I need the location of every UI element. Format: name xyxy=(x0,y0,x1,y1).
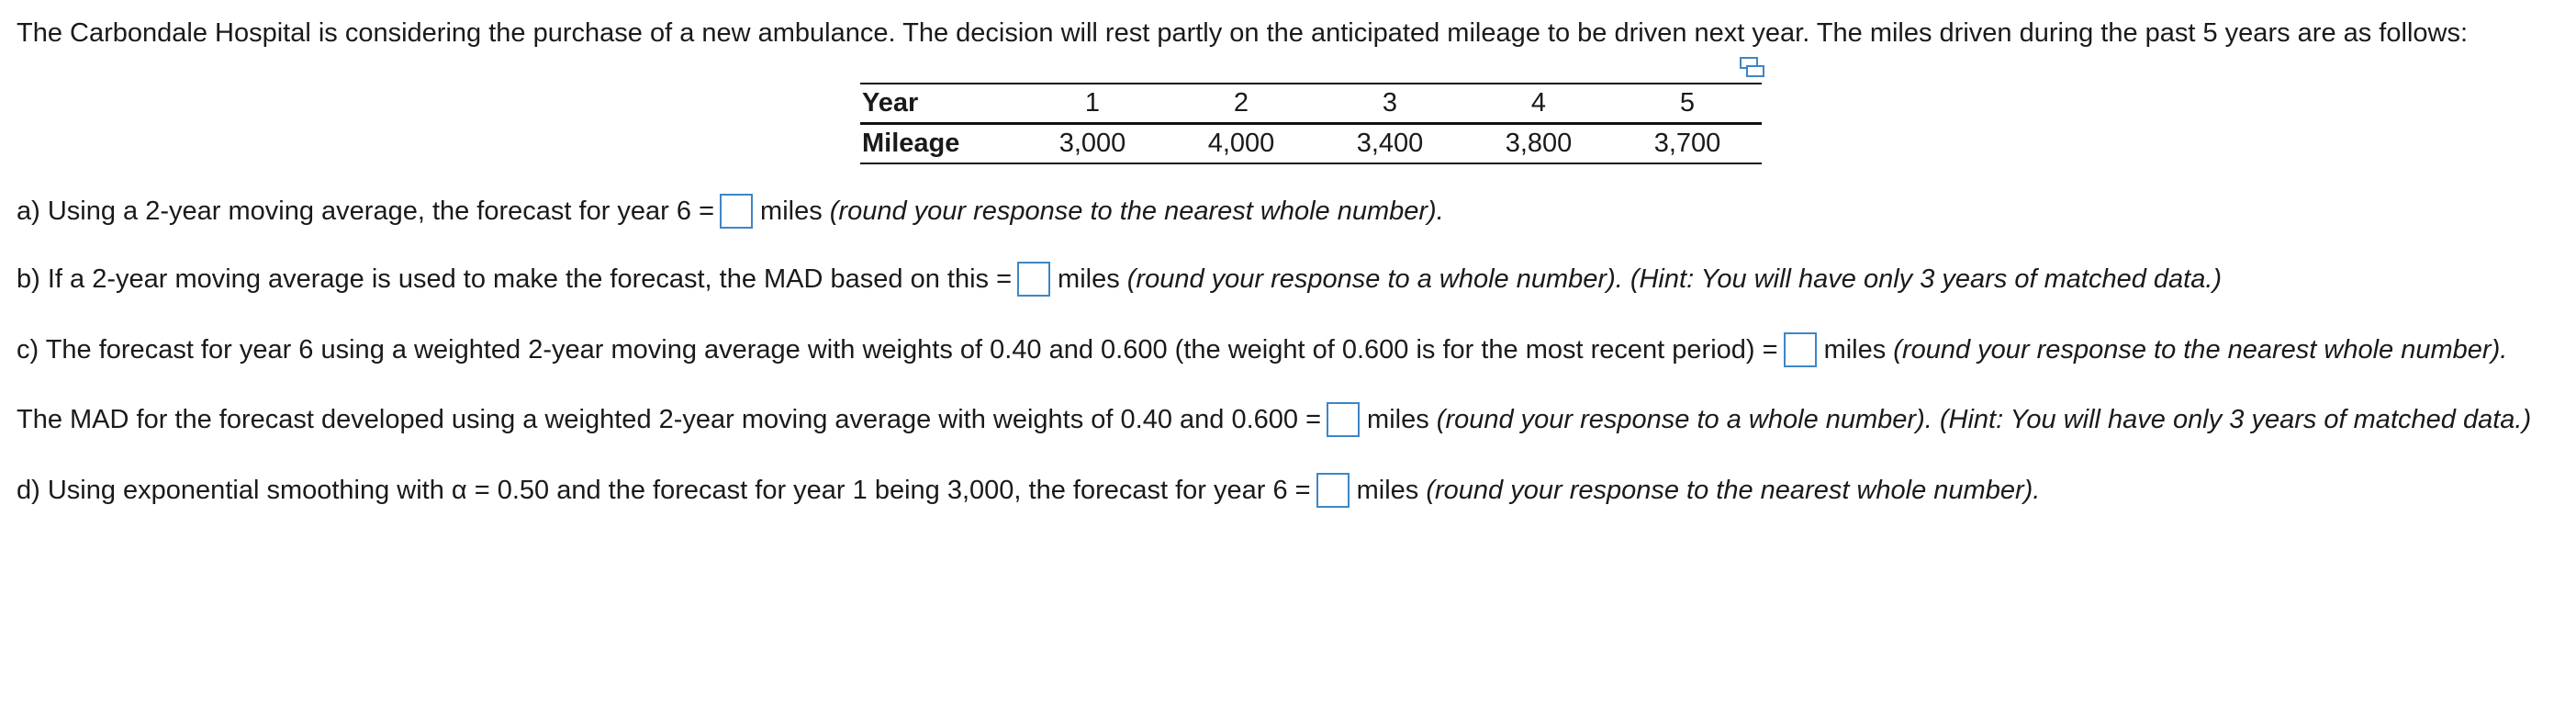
year-cell: 1 xyxy=(1018,84,1167,124)
question-b-hint: (round your response to a whole number). (Hint: You will have only 3 years of matched data.) xyxy=(1126,264,2223,294)
question-c-mad xyxy=(17,401,2531,438)
question-a-unit: miles xyxy=(760,196,823,226)
question-c-unit: miles xyxy=(1823,335,1887,365)
answer-c-input[interactable] xyxy=(1784,332,1817,367)
mileage-row xyxy=(860,124,1762,164)
question-d-unit: miles xyxy=(1356,476,1419,505)
answer-c-mad-input[interactable] xyxy=(1327,402,1360,437)
answer-a-input[interactable] xyxy=(720,194,753,229)
question-d-text: d) Using exponential smoothing with α = 0.50 and the forecast for year 1 being 3,000, the forecast for year 6 = xyxy=(17,476,1311,505)
problem-intro: The Carbondale Hospital is considering the purchase of a new ambulance. The decision will rest partly on the anticipated mileage to be driven next year. The miles driven during the past 5 years are as follows: xyxy=(17,18,2469,48)
answer-b-input[interactable] xyxy=(1017,262,1050,297)
year-cell: 5 xyxy=(1613,84,1762,124)
question-d-hint: (round your response to the nearest whole number). xyxy=(1426,476,2041,505)
year-cell: 2 xyxy=(1167,84,1316,124)
mileage-table xyxy=(860,83,1762,164)
mileage-cell: 3,800 xyxy=(1464,124,1613,164)
mileage-cell: 4,000 xyxy=(1167,124,1316,164)
question-a xyxy=(17,193,1444,230)
mileage-row-label: Mileage xyxy=(860,124,1018,164)
question-c-text: c) The forecast for year 6 using a weighted 2-year moving average with weights of 0.40 and 0.600 (the weight of 0.600 is for the most recent period) = xyxy=(17,335,1778,365)
question-b-unit: miles xyxy=(1058,264,1120,294)
question-c-mad-hint: (round your response to a whole number). (Hint: You will have only 3 years of matched data.) xyxy=(1436,405,2532,434)
copy-data-icon[interactable] xyxy=(1738,55,1767,81)
question-c-hint: (round your response to the nearest whole number). xyxy=(1893,335,2508,365)
question-b-text: b) If a 2-year moving average is used to make the forecast, the MAD based on this = xyxy=(17,264,1013,294)
year-row xyxy=(860,84,1762,124)
question-b xyxy=(17,261,2222,297)
question-a-hint: (round your response to the nearest whole number). xyxy=(829,196,1444,226)
question-d xyxy=(17,472,2040,509)
mileage-cell: 3,000 xyxy=(1018,124,1167,164)
year-cell: 4 xyxy=(1464,84,1613,124)
year-row-label: Year xyxy=(860,84,1018,124)
answer-d-input[interactable] xyxy=(1316,473,1350,508)
question-a-text: a) Using a 2-year moving average, the forecast for year 6 = xyxy=(17,196,715,226)
question-c-mad-text: The MAD for the forecast developed using a weighted 2-year moving average with weights of 0.40 and 0.600 = xyxy=(17,405,1322,434)
year-cell: 3 xyxy=(1316,84,1464,124)
mileage-cell: 3,700 xyxy=(1613,124,1762,164)
mileage-cell: 3,400 xyxy=(1316,124,1464,164)
question-c-mad-unit: miles xyxy=(1367,405,1429,434)
question-c xyxy=(17,331,2507,368)
